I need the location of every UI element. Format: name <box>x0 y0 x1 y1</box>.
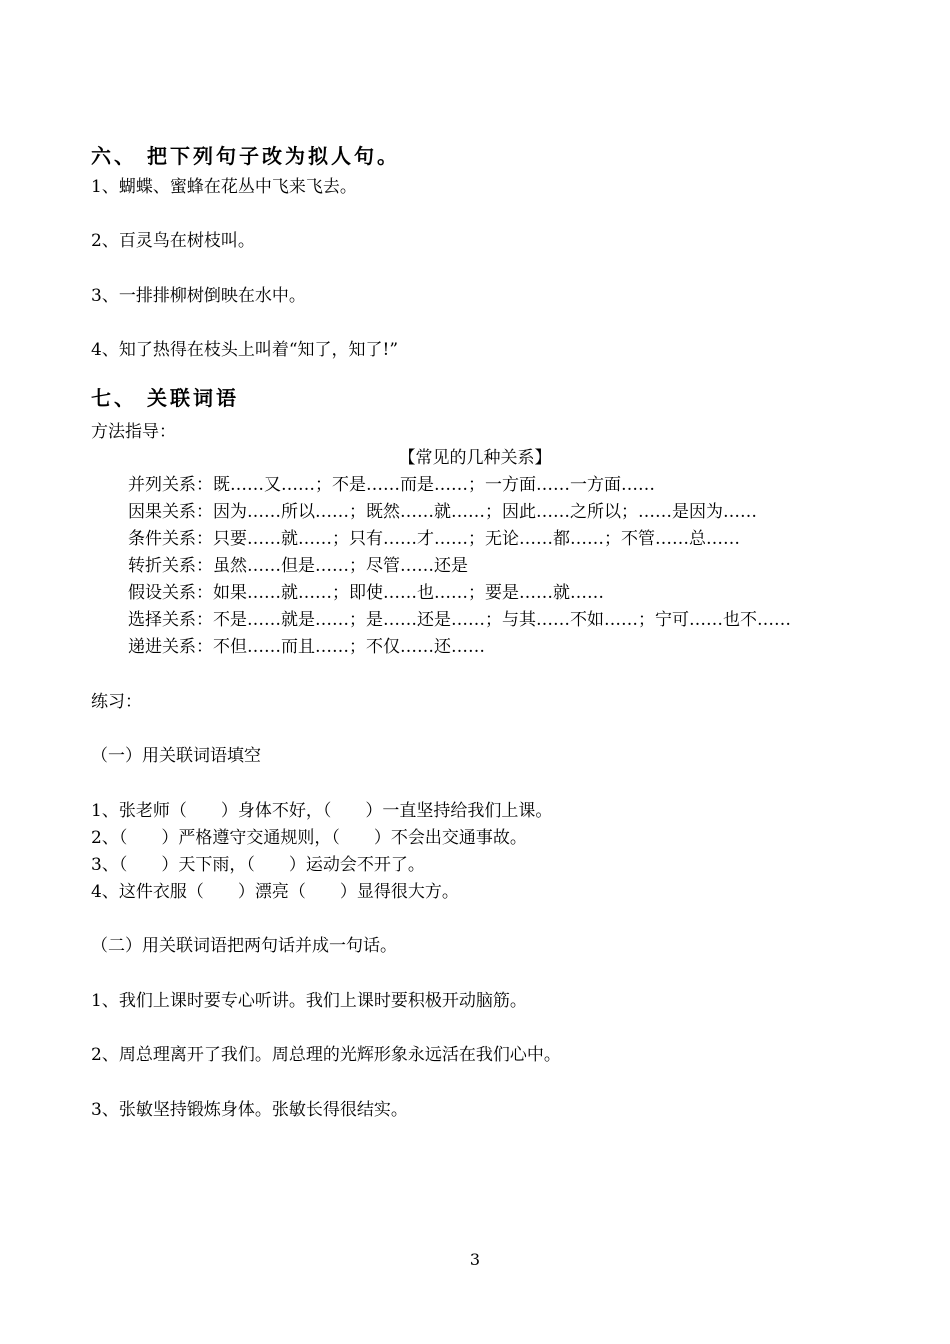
page-number: 3 <box>469 1250 481 1269</box>
relations-title: 【常见的几种关系】 <box>398 448 552 468</box>
list-item: 1、我们上课时要专心听讲。我们上课时要积极开动脑筋。 <box>91 991 527 1011</box>
section-6-title: 六、 把下列句子改为拟人句。 <box>91 144 400 168</box>
list-item: 3、张敏坚持锻炼身体。张敏长得很结实。 <box>91 1100 408 1120</box>
relation-line: 因果关系：因为……所以……；既然……就……；因此……之所以；……是因为…… <box>128 502 757 522</box>
list-item: 2、百灵鸟在树枝叫。 <box>91 231 255 251</box>
relation-line: 选择关系：不是……就是……；是……还是……；与其……不如……；宁可……也不…… <box>128 610 791 630</box>
section-7-title: 七、 关联词语 <box>91 386 239 410</box>
relation-line: 条件关系：只要……就……；只有……才……；无论……都……；不管……总…… <box>128 529 740 549</box>
list-item: 1、张老师（ ）身体不好，（ ）一直坚持给我们上课。 <box>91 801 553 821</box>
part-1-title: （一）用关联词语填空 <box>91 746 261 766</box>
relation-line: 并列关系：既……又……；不是……而是……；一方面……一方面…… <box>128 475 655 495</box>
list-item: 2、周总理离开了我们。周总理的光辉形象永远活在我们心中。 <box>91 1045 561 1065</box>
list-item: 4、知了热得在枝头上叫着“知了，知了!” <box>91 340 399 360</box>
relation-line: 假设关系：如果……就……；即使……也……；要是……就…… <box>128 583 604 603</box>
list-item: 3、（ ）天下雨，（ ）运动会不开了。 <box>91 855 425 875</box>
list-item: 1、蝴蝶、蜜蜂在花丛中飞来飞去。 <box>91 177 357 197</box>
relation-line: 转折关系：虽然……但是……；尽管……还是 <box>128 556 468 576</box>
method-label: 方法指导： <box>91 422 176 442</box>
list-item: 2、（ ）严格遵守交通规则，（ ）不会出交通事故。 <box>91 828 527 848</box>
relation-line: 递进关系：不但……而且……；不仅……还…… <box>128 637 485 657</box>
part-2-title: （二）用关联词语把两句话并成一句话。 <box>91 936 397 956</box>
list-item: 3、一排排柳树倒映在水中。 <box>91 286 306 306</box>
practice-label: 练习： <box>91 692 142 712</box>
list-item: 4、这件衣服（ ）漂亮（ ）显得很大方。 <box>91 882 459 902</box>
